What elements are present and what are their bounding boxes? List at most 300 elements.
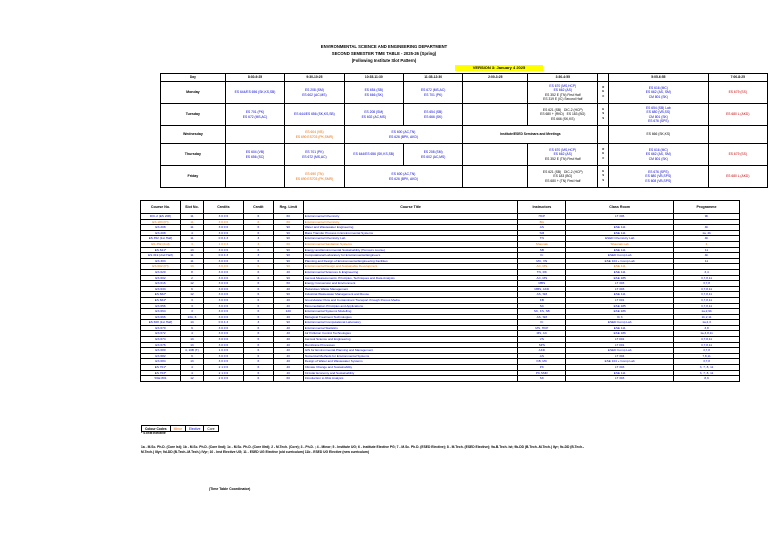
course-cell: 4 (180, 331, 203, 337)
course-cell: 40 (273, 365, 303, 371)
course-cell: 1b,2,11 (674, 314, 740, 320)
course-cell: ES 633 (141, 286, 181, 292)
course-cell: 40 (273, 370, 303, 376)
course-cell: ESED Comp Lab (566, 320, 674, 326)
course-cell: 60 (273, 376, 303, 382)
course-cell: ESE 104 + Comp Lab (566, 258, 674, 264)
slot-cell: ES 208 (SM) ES 602 (AC,MS) (403, 144, 462, 166)
course-cell: 3,7,8,11 (674, 337, 740, 343)
course-cell: 3, 7, 8, 11 (674, 370, 740, 376)
course-cell: 6 (243, 219, 273, 225)
course-cell: KB (518, 297, 566, 303)
course-cell: ES 701* (141, 365, 181, 371)
course-cell: LT 306 (566, 214, 674, 220)
slot-cell: ES 616 (MC) ES 662 (AS, SM) CM 801 (SK) (609, 82, 708, 104)
course-cell: 3 0 0 6 (203, 342, 243, 348)
department-heading: ENVIRONMENTAL SCIENCE AND ENGINEERING DEPARTMENT (320, 44, 448, 49)
course-cell: 60 (273, 281, 303, 287)
slot-cell: ES 680 L (AKD) (708, 166, 767, 188)
course-cell: 11 (180, 219, 203, 225)
course-cell: 40 (273, 314, 303, 320)
course-cell: 3,7,8 (674, 281, 740, 287)
course-cell: Industrial Wastewater Management and Reuse (303, 292, 518, 298)
slot-cell: ES 600 (AC,TN) ES 626 (BPK, AKD) (344, 126, 463, 144)
course-cell: 4, 10B (T) (180, 348, 203, 354)
course-cell: ESE 111 (566, 247, 674, 253)
slot-cell: ES 670 (MS,HCP) ES 662 (AS) ES 352 E (TN) First Half ES 319 E (IC) Second Half (528, 82, 598, 104)
course-cell: 9 (180, 353, 203, 359)
course-cell: 40 (273, 325, 303, 331)
slot-cell: ES 604 (VB) ES 690 ES703 (PK,SMR) (285, 126, 344, 144)
slot-cell (463, 166, 528, 188)
course-cell: ES 620 (141, 269, 181, 275)
slot-cell: ES 672 (MS,AC) ES 701 (PK) (403, 82, 462, 104)
course-cell: 3 0 0 6 (203, 219, 243, 225)
room-marker: E S S (598, 104, 609, 126)
course-cell: 6 (243, 269, 273, 275)
course-cell: 6 (243, 370, 273, 376)
course-cell: 3 0 0 6 (203, 292, 243, 298)
slot-cell: ES 679 (SS) (708, 82, 767, 104)
course-cell: 6 (243, 337, 273, 343)
course-cell: 14 (180, 320, 203, 326)
course-cell: Aerosol Measurements: Principles, Techniques and Data Analysis (303, 275, 518, 281)
course-cell: 3 0 0 6 (203, 314, 243, 320)
course-cell: 3 (243, 236, 273, 242)
course-cell: ES 208 (141, 230, 181, 236)
course-cell: Water and Wastewater Engineering (303, 225, 518, 231)
course-cell: LT 303 (566, 281, 674, 287)
slot-cell: ES 690 (TN) ES 690 ES703 (PK,SMR) (285, 166, 344, 188)
course-cell: 13A, 6 (180, 314, 203, 320)
course-cell: SPS (518, 342, 566, 348)
course-cell: 3 (243, 253, 273, 259)
col-header: 7:00-8:25 (708, 74, 767, 82)
course-cell: ES 682 (141, 353, 181, 359)
course-cell: 3 0 0 6 (203, 264, 243, 270)
course-cell: ESED Chemistry Lab (566, 236, 674, 242)
course-cell: 3 0 0 6 (203, 297, 243, 303)
course-cell: ES 666 (141, 314, 181, 320)
course-cell: 1 0 0 3 (203, 241, 243, 247)
course-cell: ESE 111 (566, 269, 674, 275)
course-cell: 3,7,8,11 (674, 286, 740, 292)
legend-label: Colour Codes (142, 426, 171, 432)
slot-cell: ES 666 (SK,KS) (609, 126, 708, 144)
course-cell: 2 1 0 6 (203, 370, 243, 376)
course-cell: 3 0 0 6 (203, 331, 243, 337)
course-cell: 13 (180, 337, 203, 343)
course-cell: 40 (273, 348, 303, 354)
course-cell: ESED Comp Lab (566, 253, 674, 259)
course-cell: ES 656 (141, 303, 181, 309)
course-cell: 3 0 0 6 (203, 286, 243, 292)
course-cell: Air Pollution Control Technologies (303, 331, 518, 337)
course-cell: Shaunak Lab (566, 241, 674, 247)
course-cell: ES 183 (IH) (141, 219, 181, 225)
course-cell: ES 674 (141, 337, 181, 343)
course-cell: ESED Comp Lab (566, 348, 674, 354)
course-cell: 3 0 0 6 (203, 247, 243, 253)
slot-cell (463, 104, 528, 126)
course-cell: ES 670 (141, 325, 181, 331)
course-cell: 2 0 0 6 (203, 376, 243, 382)
course-cell: 60 (273, 241, 303, 247)
course-cell: 13 (180, 264, 203, 270)
day-label: Monday (161, 82, 226, 104)
course-cell: 3 (180, 303, 203, 309)
course-cell: Bioremediation Principles and Applications (303, 303, 518, 309)
course-cell: PK,SMR (518, 370, 566, 376)
course-cell: 11 (180, 225, 203, 231)
course-cell: ESE 111 (566, 325, 674, 331)
course-cell: LT 001 (566, 342, 674, 348)
course-cell: 6 (243, 258, 273, 264)
slot-cell: ES 680 L (AKD) (708, 104, 767, 126)
course-cell: ESE 111 (566, 230, 674, 236)
course-cell: Environmental Computational Laboratory (303, 320, 518, 326)
course-cell: LT 001 (566, 297, 674, 303)
course-cell: 4 (674, 241, 740, 247)
legend-minor: Minor (170, 426, 185, 432)
col-header: Reg. Limit (273, 201, 303, 214)
slot-cell: ES 616 (MC) ES 662 (AS, SM) CM 801 (SK) (609, 144, 708, 166)
course-cell: Circular Economy and Sustainability (303, 370, 518, 376)
course-cell: MS, HCP (518, 325, 566, 331)
course-cell: 6 (243, 353, 273, 359)
course-cell: 8 (180, 269, 203, 275)
course-cell: Environmental Chemistry (303, 219, 518, 225)
timetable-row-thursday (161, 144, 768, 166)
col-header: Programme (674, 201, 740, 214)
course-cell: LT 303 (566, 376, 674, 382)
col-header: 2:00-3:25 (463, 74, 528, 82)
course-cell: ES 602 (141, 275, 181, 281)
course-cell: 6 (243, 264, 273, 270)
legend-core: Core (204, 426, 218, 432)
col-header: Class Room (566, 201, 674, 214)
course-cell: ES 672 (141, 331, 181, 337)
course-cell: ES 664* (141, 297, 181, 303)
course-cell: AKD (518, 348, 566, 354)
course-cell: BG (518, 219, 566, 225)
course-cell: LT 304 (566, 353, 674, 359)
course-cell: 3,7,8,11 (674, 303, 740, 309)
course-cell: TN, RK (518, 269, 566, 275)
course-cell: 90 (273, 247, 303, 253)
course-cell: Environmental Chemistry (303, 214, 518, 220)
course-cell: Environmental Chemistry Lab (303, 236, 518, 242)
course-cell: LT 303 (566, 365, 674, 371)
course-cell: Mass Transfer Process in Environmental Systems (303, 230, 518, 236)
col-header: Slot No. (180, 201, 203, 214)
document-subtitle: (Following Institute Slot Pattern) (351, 58, 417, 63)
course-cell: 0 0 4 3 (203, 320, 243, 326)
course-cell: IC (518, 253, 566, 259)
course-cell: 1a,2,9b (674, 309, 740, 315)
course-cell: 12 (180, 281, 203, 287)
slot-cell: ES 644/ES 656 (SK,KS,SB) (344, 144, 403, 166)
slot-cell (463, 82, 528, 104)
course-cell: 3,8 (674, 325, 740, 331)
course-cell: ES 352 (2nd) (141, 241, 181, 247)
room-marker (598, 126, 609, 144)
course-cell: ESE 185 (566, 303, 674, 309)
course-cell: 3,7,8 (674, 348, 740, 354)
course-cell: IC 3 (566, 314, 674, 320)
course-cell: 120 (273, 309, 303, 315)
course-cell: 3 0 0 6 (203, 337, 243, 343)
col-header: 5:05-6:55 (609, 74, 708, 82)
course-cell: Environmental Systems Modelling (303, 309, 518, 315)
slot-cell: ES 701 (PK) ES 672 (MS,AC) (225, 104, 284, 126)
course-cell: Environmental Sanitation Systems (303, 241, 518, 247)
course-cell: 6 (243, 292, 273, 298)
course-cell: 12 (180, 376, 203, 382)
course-cell: Aerosol Science and Engineering (303, 337, 518, 343)
course-cell: AS (518, 225, 566, 231)
course-cell: 3 0 0 6 (203, 225, 243, 231)
course-cell: 13 (180, 359, 203, 365)
course-cell: PK (518, 365, 566, 371)
slot-cell (463, 144, 528, 166)
course-cell: Climate Change and Sustainability (303, 365, 518, 371)
legend-elective: Elective (185, 426, 204, 432)
course-cell: SSE 801 (141, 376, 181, 382)
course-cell: 6 (243, 348, 273, 354)
course-cell: 0 0 4 3 (203, 253, 243, 259)
col-header: Instructors (518, 201, 566, 214)
course-cell: 3 (243, 241, 273, 247)
slot-cell: ES 644/ES 656 (SK,KS,SB) (225, 82, 284, 104)
course-cell: IC (518, 320, 566, 326)
course-cell: 9b (674, 214, 740, 220)
course-cell: 3 0 0 6 (203, 309, 243, 315)
course-cell: 11 (674, 247, 740, 253)
timetable-row-monday (161, 82, 768, 104)
course-cell: TN (518, 236, 566, 242)
course-cell: SK, KS, SB (518, 309, 566, 315)
col-header: 11:35-12:30 (403, 74, 462, 82)
course-cell: Planning and Design of Environmental Engineering Facilities (303, 258, 518, 264)
slot-cell: ES 654 (SB) Lab ES 680 (VB,SS) CM 801 (SK) ES 676 (SPS) (609, 104, 708, 126)
course-cell: 90 (273, 230, 303, 236)
col-header: 3:30-4:55 (528, 74, 598, 82)
course-cell: ESE 111 (566, 225, 674, 231)
course-cell: Computational Laboratory for Environmental Engineers (303, 253, 518, 259)
course-cell: 40 (273, 303, 303, 309)
slot-cell (708, 126, 767, 144)
course-list-table (140, 200, 740, 382)
course-cell: 3 0 0 6 (203, 214, 243, 220)
course-cell: ES 676 (141, 342, 181, 348)
slot-cell: ES 621 (SB) DIC-2 (HCP) ES 183 (BG) ES 680 + (TN) First Half (528, 166, 598, 188)
course-cell: 90 (273, 225, 303, 231)
course-cell: ES 664 (141, 309, 181, 315)
course-cell: 1a,2,3 (674, 320, 740, 326)
course-cell: 6 (243, 331, 273, 337)
course-cell: 6 (243, 214, 273, 220)
coordinator-signature-line: (Time Table Coordinator) (209, 487, 251, 491)
course-cell: 3,7,8,11 (674, 292, 740, 298)
course-cell: Hazardous Waste Management (303, 286, 518, 292)
timetable-row-friday (161, 166, 768, 188)
course-cell: 90 (273, 236, 303, 242)
course-cell: 11 (180, 236, 203, 242)
course-cell: 3 0 0 6 (203, 269, 243, 275)
course-cell: 6 (243, 325, 273, 331)
course-cell: Groundwater Flow and Contaminant Transport through Porous Media (303, 297, 518, 303)
course-cell: ES 680 (141, 348, 181, 354)
course-cell: SM (518, 230, 566, 236)
course-cell: 3,7,8,11 (674, 342, 740, 348)
course-cell: Environmental Statistics (303, 325, 518, 331)
course-cell: 40 (273, 269, 303, 275)
course-cell: Design of Water and Wastewater Systems (303, 359, 518, 365)
slot-cell: ES 644/ES 656 (SK,KS,SB) (285, 104, 344, 126)
course-cell: 6 (243, 247, 273, 253)
weekly-timetable (160, 73, 768, 188)
course-cell: 6 (243, 365, 273, 371)
col-header (598, 74, 609, 82)
slot-cell: ES 600 (AC,TN) ES 626 (BPK, AKD) (344, 166, 463, 188)
slot-cell: ES 676 (SPS) ES 680 (VB,SPS) ES 608 (VB,SPS) (609, 166, 708, 188)
course-cell: ES 703* (141, 370, 181, 376)
slot-cell: ES 654 (SB) ES 666 (SK) (403, 104, 462, 126)
course-cell: 3 0 0 6 (203, 281, 243, 287)
course-row (141, 376, 740, 382)
course-cell: 3 0 0 6 (203, 353, 243, 359)
course-cell: 6 (243, 297, 273, 303)
course-cell: 3,7,8,11 (674, 275, 740, 281)
course-cell: 4 (180, 241, 203, 247)
course-cell: Energy and Environmental Sustainability (Honours course) (303, 247, 518, 253)
course-cell: 6 (243, 342, 273, 348)
course-cell: 40 (273, 331, 303, 337)
room-marker: E S S (598, 166, 609, 188)
course-cell: Shaunak (518, 241, 566, 247)
slot-cell: ES 679 (SS) (708, 144, 767, 166)
course-cell: 2 1 0 6 (203, 365, 243, 371)
course-cell: MC, VN (518, 258, 566, 264)
course-cell: 40 (273, 337, 303, 343)
col-header: Course No. (141, 201, 181, 214)
slot-cell: ES 604 (VB) ES 656 (SC) (225, 144, 284, 166)
course-cell: ESE 111 (566, 264, 674, 270)
course-cell: LT 303 (566, 286, 674, 292)
course-cell: MS, AC (518, 331, 566, 337)
course-cell: 90 (273, 292, 303, 298)
col-header: Day (161, 74, 226, 82)
day-label: Tuesday (161, 104, 226, 126)
course-cell: 90 (273, 264, 303, 270)
slot-cell: ES 701 (PK) ES 672 (MS,AC) (285, 144, 344, 166)
day-label: Friday (161, 166, 226, 188)
col-header: Credits (203, 201, 243, 214)
col-header: Course Title (303, 201, 518, 214)
stem-elective-note: * STEM Elective (141, 431, 166, 435)
course-cell: 4 (180, 370, 203, 376)
course-cell: GIS for Environmental Planning and Management (303, 348, 518, 354)
course-cell: 2 (180, 275, 203, 281)
course-cell: ES 602 (IH) (141, 264, 181, 270)
course-cell: SC (518, 303, 566, 309)
course-cell: DIC-2 (ES 208) (141, 214, 181, 220)
course-cell: 3 0 0 6 (203, 359, 243, 365)
course-cell: 3 0 0 6 (203, 230, 243, 236)
course-cell: ESE 186 (566, 309, 674, 315)
seminar-cell: Institute/ESED Seminars and Meetings (463, 126, 598, 144)
course-cell: 6 (243, 275, 273, 281)
version-badge: VERSION 3: January 4 2025 (455, 65, 543, 71)
room-marker: R E C (598, 144, 609, 166)
course-cell: 13 (180, 342, 203, 348)
day-label: Wednesday (161, 126, 226, 144)
course-header-row (141, 201, 740, 214)
course-cell: MBS (518, 281, 566, 287)
course-cell: 3 0 0 6 (203, 258, 243, 264)
course-cell: ESE 104 + Comp Lab (566, 359, 674, 365)
slot-cell: ES 208 (SM) ES 602 (AC,MS) (344, 104, 403, 126)
course-cell: 60 (273, 214, 303, 220)
course-cell: 3 (180, 297, 203, 303)
course-cell: 1 0 0 6 (203, 348, 243, 354)
document-title: SECOND SEMESTER TIME TABLE - 2025-26 (Spring) (331, 51, 437, 56)
course-cell: 3,7,8 (674, 359, 740, 365)
course-cell: 90 (273, 258, 303, 264)
course-cell: Energy Conversion and Environment (303, 281, 518, 287)
course-cell: 90 (273, 275, 303, 281)
course-cell: 3,7,8,11 (674, 297, 740, 303)
course-cell: SB (518, 247, 566, 253)
col-header: 10:35-11:30 (344, 74, 403, 82)
course-cell: Environmental Design and Sustainable Development (303, 264, 518, 270)
course-cell: 90 (273, 253, 303, 259)
course-cell: ES 621* (141, 247, 181, 253)
course-cell: Numerical Methods for Environmental Systems (303, 353, 518, 359)
timetable-header-row (161, 74, 768, 82)
course-cell: 9 (180, 325, 203, 331)
course-cell: 40 (273, 353, 303, 359)
course-cell: LT 001 (566, 337, 674, 343)
course-cell: 6 (243, 303, 273, 309)
course-cell: 1a, 4b (674, 230, 740, 236)
course-cell: 3 0 0 6 (203, 275, 243, 281)
course-cell: Introduction to Risk Analysis (303, 376, 518, 382)
course-cell: 90 (273, 320, 303, 326)
col-header: 9:30-10:25 (285, 74, 344, 82)
course-cell: ESE 186 (566, 331, 674, 337)
course-cell: 3 0 0 6 (203, 303, 243, 309)
room-marker: R E C (598, 82, 609, 104)
course-cell: SK (518, 376, 566, 382)
course-cell: 6 (243, 309, 273, 315)
course-cell: 3 (180, 309, 203, 315)
course-cell: 11 (674, 258, 740, 264)
course-cell: AS, SM (518, 314, 566, 320)
course-cell: 6 (243, 286, 273, 292)
course-cell: ESE 111 (566, 370, 674, 376)
course-cell: Environmental Sciences & Engineering (303, 269, 518, 275)
course-cell: KB, MC (518, 359, 566, 365)
timetable-row-wednesday (161, 126, 768, 144)
course-cell: 6 (180, 286, 203, 292)
course-cell: 40 (273, 286, 303, 292)
course-cell: 40 (273, 297, 303, 303)
course-cell: 4 (180, 365, 203, 371)
course-cell: 11 (180, 258, 203, 264)
course-cell: 4b (674, 253, 740, 259)
